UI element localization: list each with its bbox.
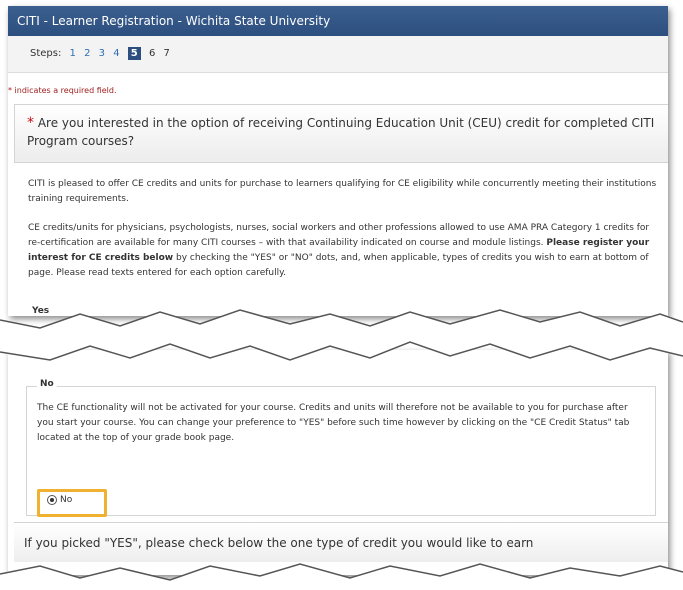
intro-p2-start: CE credits/units for physicians, psychologists, nurses, social workers and other professions allowed to use AMA PRA Category 1 credits for re-certification are available for many CITI courses – with that availability indicated on course and module listings.	[28, 223, 650, 248]
no-radio-label: No	[60, 495, 73, 505]
no-radio-option[interactable]	[47, 495, 72, 505]
registration-panel-bottom	[8, 350, 668, 575]
step-1[interactable]: 1	[69, 48, 76, 59]
intro-p2-bold: Please register your interest for CE credits below	[28, 238, 650, 263]
ceu-intro	[14, 163, 668, 281]
intro-p2-end: by checking the "YES" or "NO" dots, and, when applicable, types of credits you wish to earn at bottom of page. Please read texts entered for each option carefully.	[28, 253, 649, 278]
steps-label: Steps:	[30, 48, 62, 59]
torn-edge-bottom	[0, 560, 683, 590]
required-star: *	[27, 115, 34, 131]
ceu-question-text: Are you interested in the option of receiving Continuing Education Unit (CEU) credit for completed CITI Program courses?	[27, 116, 655, 148]
ceu-question	[14, 104, 668, 163]
required-field-note: * indicates a required field.	[8, 86, 117, 95]
intro-paragraph-1: CITI is pleased to offer CE credits and units for purchase to learners qualifying for CE eligibility while concurrently meeting their institutions training requirements.	[28, 179, 657, 204]
torn-edge-middle	[0, 330, 683, 370]
step-6: 6	[148, 48, 156, 59]
step-3[interactable]: 3	[98, 48, 106, 59]
step-4[interactable]: 4	[113, 48, 120, 59]
intro-paragraph-2	[28, 221, 664, 281]
no-option-fieldset	[26, 379, 656, 516]
step-7: 7	[163, 48, 170, 59]
no-option-legend: No	[37, 379, 57, 389]
credit-type-prompt: If you picked "YES", please check below the one type of credit you would like to earn	[14, 522, 668, 562]
step-2[interactable]: 2	[84, 48, 91, 59]
registration-panel-top	[8, 6, 668, 316]
steps-bar	[8, 36, 668, 73]
no-radio-button[interactable]	[47, 495, 57, 505]
window-title: CITI - Learner Registration - Wichita State University	[8, 6, 668, 36]
step-5-current: 5	[128, 47, 141, 60]
yes-option-legend: Yes	[32, 306, 50, 316]
no-option-description: The CE functionality will not be activated for your course. Credits and units will therefore not be available to you for purchase after you start your course. You can change your preference to "YES" before such time however by clicking on the "CE Credit Status" tab located at the top of your grade book page.	[37, 403, 630, 443]
